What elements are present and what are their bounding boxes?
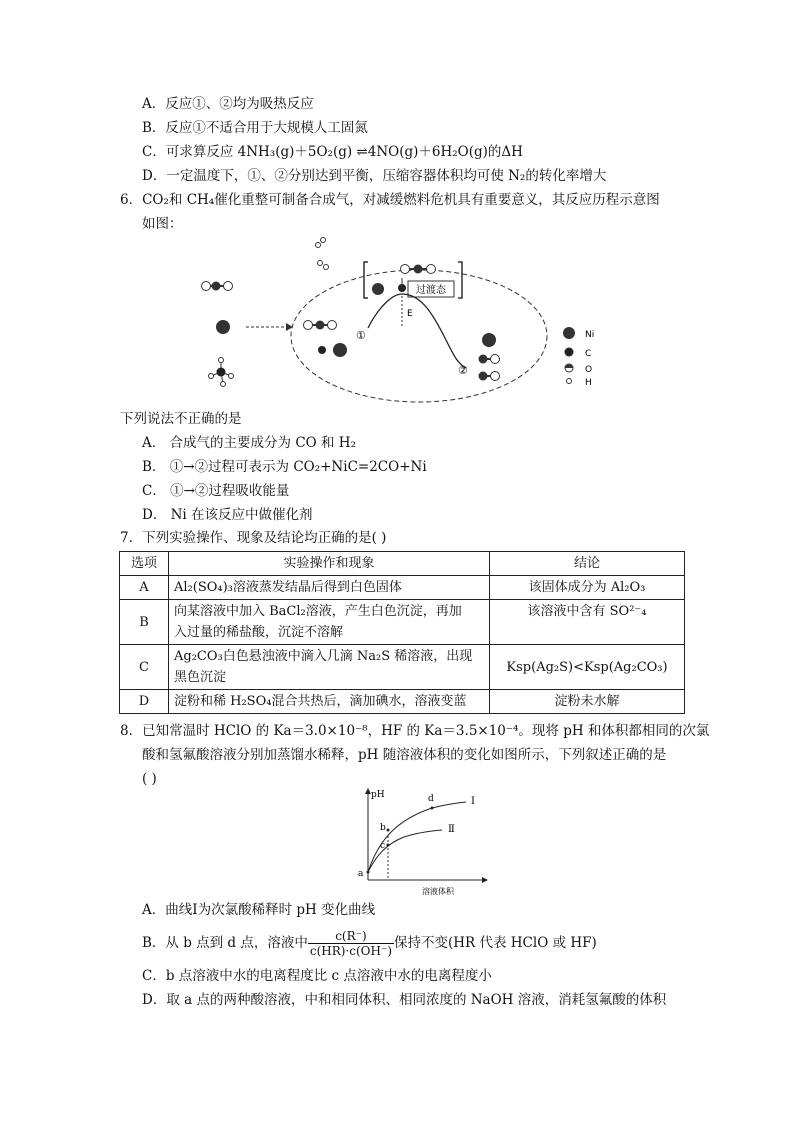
q6-option-d: D． Ni 在该反应中做催化剂 xyxy=(142,507,313,523)
y-axis-label: pH xyxy=(371,790,385,800)
concentration-fraction: $\frac{c(R^-)}{c(HR)\cdot c(OH^-)}$ xyxy=(309,929,392,958)
point-a-label: a xyxy=(358,869,364,879)
ni-atom xyxy=(216,320,230,334)
energy-label: E xyxy=(407,309,413,319)
table-header-row: 选项 实验操作和现象 结论 xyxy=(120,552,685,576)
ph-dilution-graph xyxy=(352,786,492,898)
ch4-molecule xyxy=(209,358,234,387)
hydrogen-molecules xyxy=(316,238,329,270)
q5-option-d: D．一定温度下，①、②分别达到平衡，压缩容器体积均可使 N₂的转化率增大 xyxy=(142,168,607,184)
co2-molecule xyxy=(202,282,233,291)
x-axis-label: 溶液体积 xyxy=(422,887,454,896)
q8-option-d: D．取 a 点的两种酸溶液，中和相同体积、相同浓度的 NaOH 溶液，消耗氢氟酸的体积 xyxy=(142,992,667,1008)
table-row: C Ag₂CO₃白色悬浊液中滴入几滴 Na₂S 稀溶液，出现 黑色沉淀 Ksp(Ag₂S)<Ksp(Ag₂CO₃) xyxy=(120,645,685,690)
q8-option-b: B．从 b 点到 d 点，溶液中 $\frac{c(R^-)}{c(HR)\cdot c(OH^-)}$ 保持不变(HR 代表 HClO 或 HF) xyxy=(142,929,597,958)
q5-option-a: A．反应①、②均为吸热反应 xyxy=(142,96,314,112)
q8-stem-line1: 8．已知常温时 HClO 的 Ka＝3.0×10⁻⁸，HF 的 Ka＝3.5×10⁻⁴。现将 pH 和体积都相同的次氯 xyxy=(120,723,710,739)
q8-stem-line3: ( ) xyxy=(142,771,157,787)
transition-label: 过渡态 xyxy=(416,285,446,296)
table-row: B 向某溶液中加入 BaCl₂溶液，产生白色沉淀，再加 入过量的稀盐酸，沉淀不溶解 该溶液中含有 SO²⁻₄ xyxy=(120,600,685,645)
q6-stem-line1: 6．CO₂和 CH₄催化重整可制备合成气，对减缓燃料危机具有重要意义，其反应历程示意图 xyxy=(120,192,660,208)
q8-option-c: C．b 点溶液中水的电离程度比 c 点溶液中水的电离程度小 xyxy=(142,968,492,984)
atom-legend xyxy=(563,327,594,388)
q6-option-c: C． ①→②过程吸收能量 xyxy=(142,483,290,499)
q5-option-b: B．反应①不适合用于大规模人工固氮 xyxy=(142,120,368,136)
svg-text:O: O xyxy=(585,365,593,375)
q6-stem-line2: 如图： xyxy=(142,216,183,232)
svg-text:C: C xyxy=(585,349,592,359)
step-1-label: ① xyxy=(356,329,366,342)
table-row: D 淀粉和稀 H₂SO₄混合共热后，滴加碘水，溶液变蓝 淀粉未水解 xyxy=(120,690,685,714)
svg-text:Ni: Ni xyxy=(585,330,595,340)
q5-option-c: C．可求算反应 4NH₃(g)＋5O₂(g) ⇌4NO(g)＋6H₂O(g)的ΔH xyxy=(142,144,523,160)
q7-table xyxy=(119,551,685,714)
curve-ii-label: Ⅱ xyxy=(448,824,455,835)
curve-i-label: Ⅰ xyxy=(471,796,475,807)
curve-i xyxy=(368,802,466,872)
step1-species xyxy=(304,321,348,358)
point-b-label: b xyxy=(380,823,386,833)
energy-curve xyxy=(368,294,466,368)
q6-option-b: B． ①→②过程可表示为 CO₂+NiC=2CO+Ni xyxy=(142,459,427,475)
step2-products xyxy=(479,333,500,381)
q8-option-a: A．曲线Ⅰ为次氯酸稀释时 pH 变化曲线 xyxy=(142,902,376,918)
q7-stem: 7．下列实验操作、现象及结论均正确的是( ) xyxy=(120,530,387,546)
point-d-label: d xyxy=(428,794,434,804)
q6-option-a: A． 合成气的主要成分为 CO 和 H₂ xyxy=(142,435,356,451)
q8-stem-line2: 酸和氢氟酸溶液分别加蒸馏水稀释，pH 随溶液体积的变化如图所示，下列叙述正确的是 xyxy=(142,747,667,763)
point-c-label: c xyxy=(380,841,386,851)
svg-text:H: H xyxy=(585,378,592,388)
q6-prompt: 下列说法不正确的是 xyxy=(120,411,242,427)
curve-ii xyxy=(368,830,442,872)
table-row: A Al₂(SO₄)₃溶液蒸发结晶后得到白色固体 该固体成分为 Al₂O₃ xyxy=(120,576,685,600)
step-2-label: ② xyxy=(458,364,468,377)
reaction-mechanism-figure xyxy=(196,236,616,406)
transition-state-box xyxy=(364,262,462,298)
